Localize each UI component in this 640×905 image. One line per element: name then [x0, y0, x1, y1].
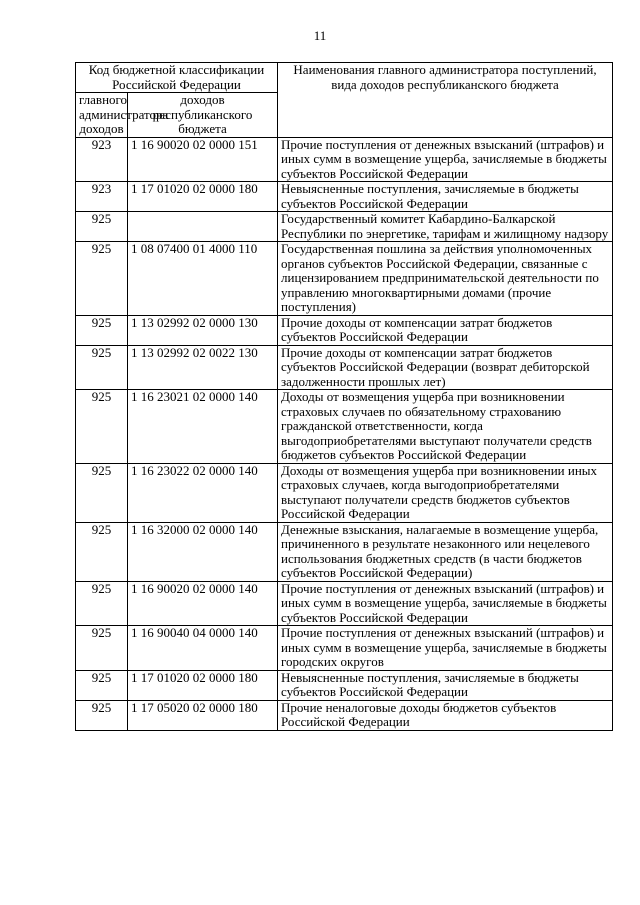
income-name-cell: Государственный комитет Кабардино-Балкарской Республики по энергетике, тарифам и жилищному надзору	[278, 212, 613, 242]
admin-code-cell: 925	[76, 700, 128, 730]
header-budget-code-group: Код бюджетной классификации Российской Федерации	[76, 63, 278, 93]
table-row	[76, 670, 613, 700]
admin-code-cell: 925	[76, 242, 128, 316]
admin-code-cell: 925	[76, 581, 128, 626]
admin-code-cell: 925	[76, 345, 128, 390]
header-republic-income: доходов республиканского бюджета	[128, 93, 278, 138]
table-row	[76, 626, 613, 671]
income-code-cell: 1 16 23021 02 0000 140	[128, 390, 278, 464]
table-row	[76, 242, 613, 316]
table-row	[76, 182, 613, 212]
admin-code-cell: 925	[76, 390, 128, 464]
table-row	[76, 315, 613, 345]
income-name-cell: Доходы от возмещения ущерба при возникновении страховых случаев по обязательному страхованию гражданской ответственности, когда выгодоприобретателями выступают получатели средств бюджетов субъектов Российской Федерации	[278, 390, 613, 464]
income-name-cell: Прочие доходы от компенсации затрат бюджетов субъектов Российской Федерации (возврат дебиторской задолженности прошлых лет)	[278, 345, 613, 390]
income-code-cell: 1 16 90020 02 0000 140	[128, 581, 278, 626]
admin-code-cell: 925	[76, 626, 128, 671]
income-name-cell: Прочие поступления от денежных взысканий (штрафов) и иных сумм в возмещение ущерба, зачисляемые в бюджеты субъектов Российской Федерации	[278, 137, 613, 182]
header-main-admin: главного администратора доходов	[76, 93, 128, 138]
admin-code-cell: 925	[76, 212, 128, 242]
income-name-cell: Денежные взыскания, налагаемые в возмещение ущерба, причиненного в результате незаконного или нецелевого использования бюджетных средств (в части бюджетов субъектов Российской Федерации)	[278, 522, 613, 581]
page-number: 11	[313, 28, 327, 43]
admin-code-cell: 923	[76, 137, 128, 182]
income-code-cell: 1 16 23022 02 0000 140	[128, 463, 278, 522]
budget-classification-table	[75, 62, 613, 731]
income-name-cell: Прочие поступления от денежных взысканий (штрафов) и иных сумм в возмещение ущерба, зачисляемые в бюджеты городских округов	[278, 626, 613, 671]
table-row	[76, 390, 613, 464]
income-code-cell: 1 13 02992 02 0000 130	[128, 315, 278, 345]
income-code-cell: 1 17 01020 02 0000 180	[128, 182, 278, 212]
income-code-cell: 1 16 32000 02 0000 140	[128, 522, 278, 581]
income-name-cell: Невыясненные поступления, зачисляемые в бюджеты субъектов Российской Федерации	[278, 182, 613, 212]
income-name-cell: Прочие доходы от компенсации затрат бюджетов субъектов Российской Федерации	[278, 315, 613, 345]
admin-code-cell: 925	[76, 522, 128, 581]
admin-code-cell: 923	[76, 182, 128, 212]
income-name-cell: Невыясненные поступления, зачисляемые в бюджеты субъектов Российской Федерации	[278, 670, 613, 700]
admin-code-cell: 925	[76, 670, 128, 700]
table-row	[76, 212, 613, 242]
income-name-cell: Государственная пошлина за действия уполномоченных органов субъектов Российской Федерации, связанные с лицензированием предпринимательской деятельности по управлению многоквартирными домами (прочие поступления)	[278, 242, 613, 316]
table-row	[76, 700, 613, 730]
table-row	[76, 345, 613, 390]
header-name: Наименования главного администратора поступлений, вида доходов республиканского бюджета	[278, 63, 613, 138]
table-body	[76, 137, 613, 730]
admin-code-cell: 925	[76, 463, 128, 522]
table-row	[76, 463, 613, 522]
income-code-cell: 1 17 01020 02 0000 180	[128, 670, 278, 700]
income-code-cell: 1 16 90040 04 0000 140	[128, 626, 278, 671]
table-row	[76, 522, 613, 581]
income-code-cell: 1 17 05020 02 0000 180	[128, 700, 278, 730]
income-code-cell: 1 13 02992 02 0022 130	[128, 345, 278, 390]
income-code-cell	[128, 212, 278, 242]
table-row	[76, 581, 613, 626]
income-name-cell: Доходы от возмещения ущерба при возникновении иных страховых случаев, когда выгодоприобретателями выступают получатели средств бюджетов субъектов Российской Федерации	[278, 463, 613, 522]
income-name-cell: Прочие поступления от денежных взысканий (штрафов) и иных сумм в возмещение ущерба, зачисляемые в бюджеты субъектов Российской Федерации	[278, 581, 613, 626]
admin-code-cell: 925	[76, 315, 128, 345]
income-code-cell: 1 16 90020 02 0000 151	[128, 137, 278, 182]
income-code-cell: 1 08 07400 01 4000 110	[128, 242, 278, 316]
income-name-cell: Прочие неналоговые доходы бюджетов субъектов Российской Федерации	[278, 700, 613, 730]
table-row	[76, 137, 613, 182]
